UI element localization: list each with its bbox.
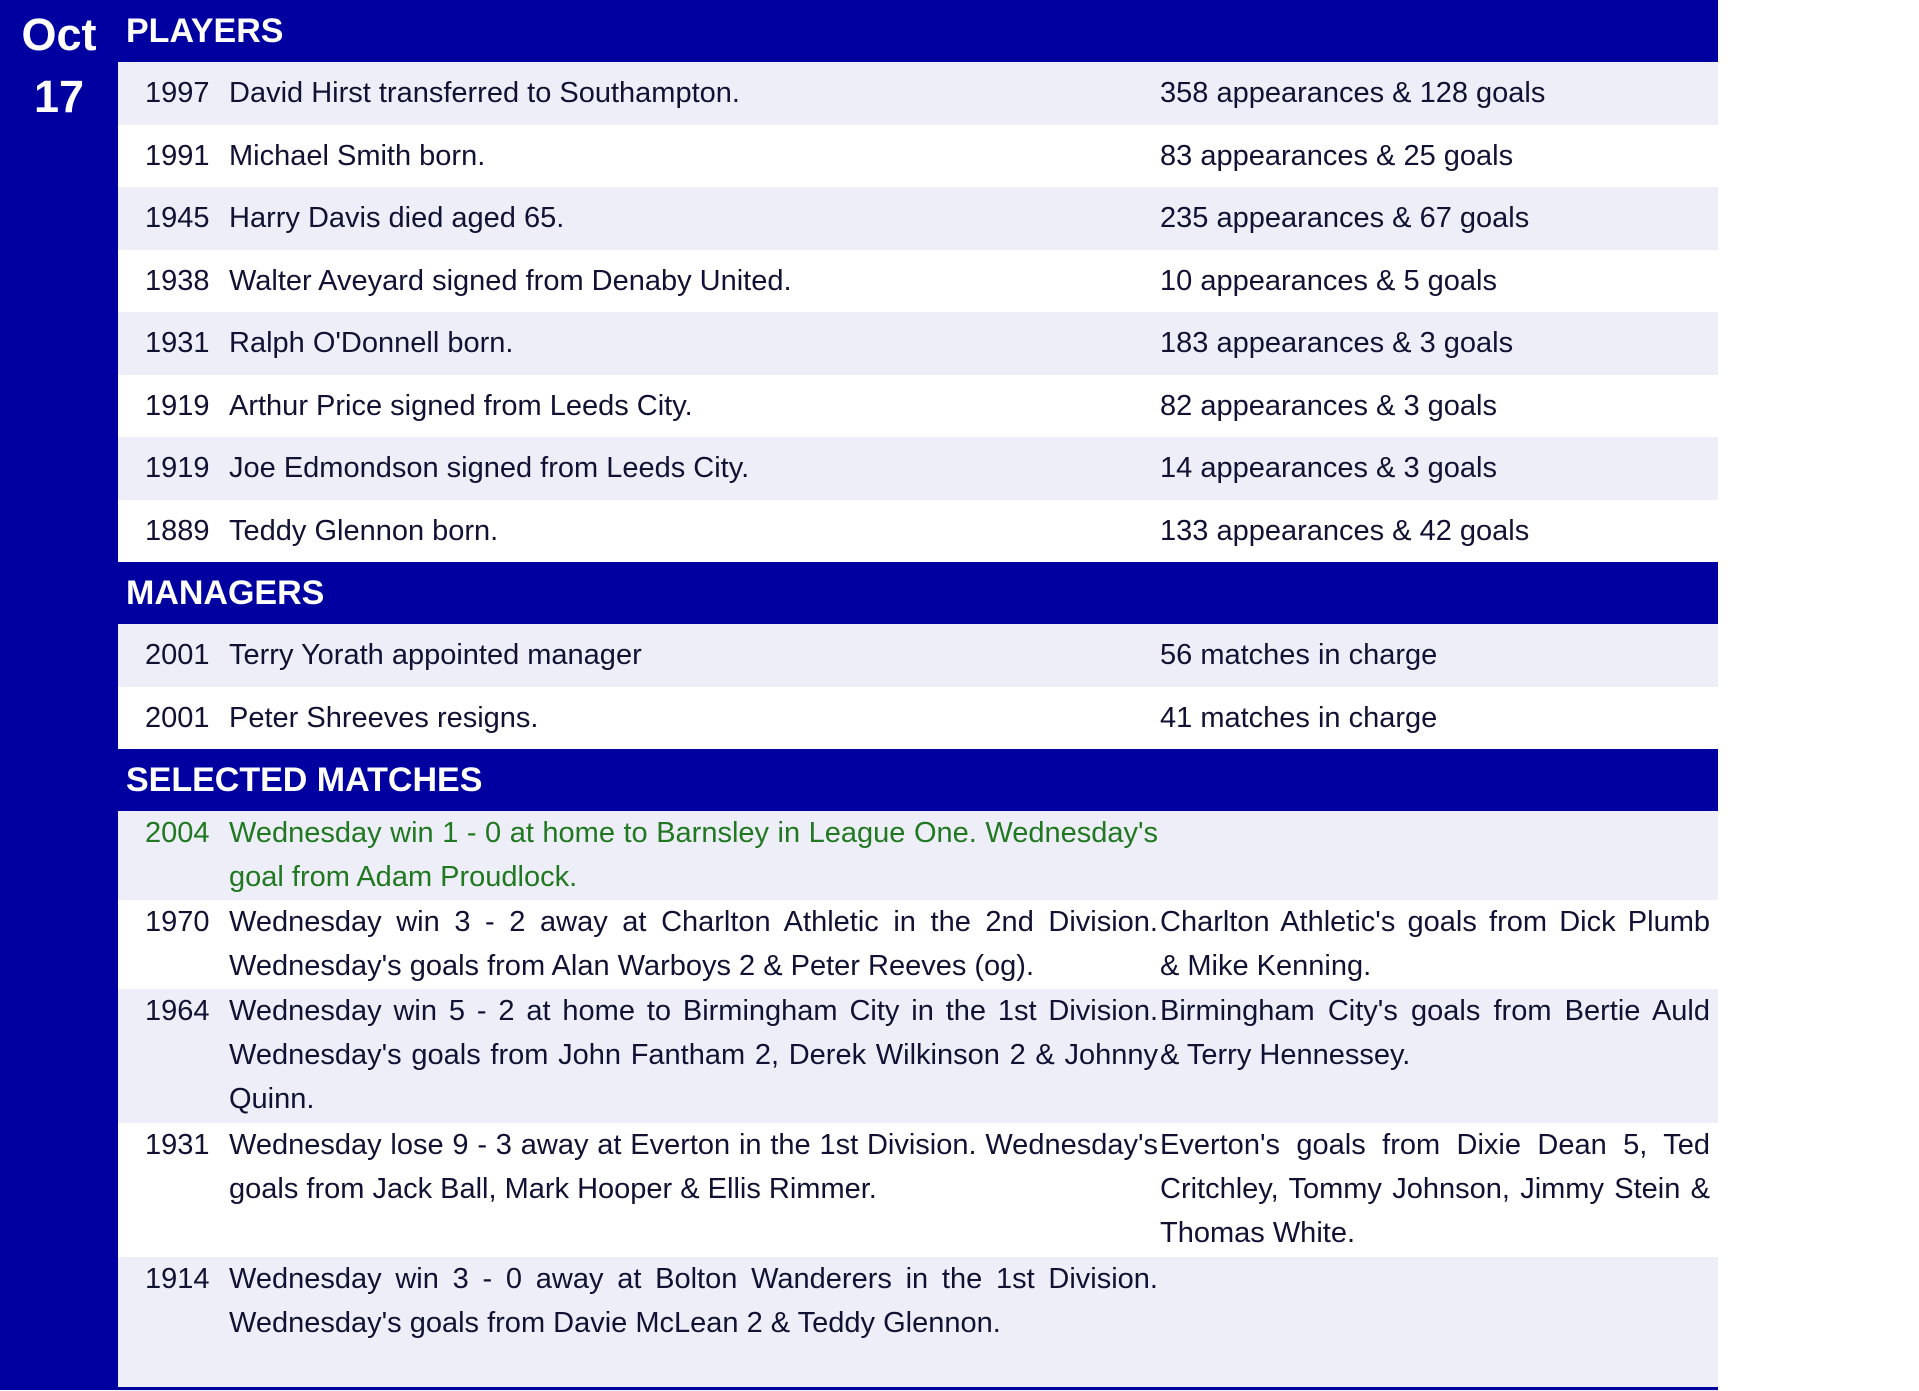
row-year: 2004 xyxy=(145,817,210,849)
row-text: Joe Edmondson signed from Leeds City. xyxy=(229,452,750,485)
managers-header: MANAGERS xyxy=(118,562,1718,624)
row-year: 1970 xyxy=(145,906,210,938)
row-stat: 183 appearances & 3 goals xyxy=(1160,327,1514,360)
row-text: Peter Shreeves resigns. xyxy=(229,701,539,734)
row-text: Wednesday win 5 - 2 at home to Birmingham City in the 1st Division. Wednesday's goals from John Fantham 2, Derek Wilkinson 2 & Johnny Quinn. xyxy=(229,995,1158,1115)
row-stat: Everton's goals from Dixie Dean 5, Ted Critchley, Tommy Johnson, Jimmy Stein & Thomas White. xyxy=(1160,1129,1710,1249)
row-stat: 83 appearances & 25 goals xyxy=(1160,139,1514,172)
row-text: Wednesday win 1 - 0 at home to Barnsley in League One. Wednesday's goal from Adam Proudlock. xyxy=(229,817,1158,893)
row-stat: Charlton Athletic's goals from Dick Plumb & Mike Kenning. xyxy=(1160,906,1710,982)
row-text: Wednesday win 3 - 0 away at Bolton Wanderers in the 1st Division. Wednesday's goals from Davie McLean 2 & Teddy Glennon. xyxy=(229,1263,1158,1339)
match-row xyxy=(118,989,1718,1123)
date-day: 17 xyxy=(33,71,85,122)
date-month: Oct xyxy=(21,9,97,60)
manager-row xyxy=(118,687,1718,750)
row-text: Wednesday lose 9 - 3 away at Everton in the 1st Division. Wednesday's goals from Jack Ball, Mark Hooper & Ellis Rimmer. xyxy=(229,1129,1158,1205)
player-row xyxy=(118,500,1718,563)
row-year: 1997 xyxy=(145,77,210,110)
row-stat: 56 matches in charge xyxy=(1160,639,1438,672)
players-header: PLAYERS xyxy=(118,0,1718,62)
row-year: 1931 xyxy=(145,1129,210,1161)
row-stat: 14 appearances & 3 goals xyxy=(1160,452,1497,485)
match-row xyxy=(118,811,1718,900)
row-year: 1938 xyxy=(145,264,210,297)
player-row xyxy=(118,187,1718,250)
player-row xyxy=(118,312,1718,375)
row-year: 2001 xyxy=(145,701,210,734)
row-stat: 133 appearances & 42 goals xyxy=(1160,514,1530,547)
row-year: 1919 xyxy=(145,452,210,485)
row-year: 1964 xyxy=(145,995,210,1027)
match-row xyxy=(118,900,1718,989)
row-stat: Birmingham City's goals from Bertie Auld & Terry Hennessey. xyxy=(1160,995,1710,1071)
row-year: 1914 xyxy=(145,1263,210,1295)
row-year: 1991 xyxy=(145,139,210,172)
match-row xyxy=(118,1257,1718,1391)
row-year: 1919 xyxy=(145,389,210,422)
row-stat: 235 appearances & 67 goals xyxy=(1160,202,1530,235)
row-year: 1889 xyxy=(145,514,210,547)
date-column xyxy=(0,0,118,1390)
player-row xyxy=(118,437,1718,500)
row-stat: 358 appearances & 128 goals xyxy=(1160,77,1546,110)
player-row xyxy=(118,62,1718,125)
player-row xyxy=(118,125,1718,188)
row-text: Wednesday win 3 - 2 away at Charlton Athletic in the 2nd Division. Wednesday's goals from Alan Warboys 2 & Peter Reeves (og). xyxy=(229,906,1158,982)
row-text: Arthur Price signed from Leeds City. xyxy=(229,389,693,422)
row-text: David Hirst transferred to Southampton. xyxy=(229,77,740,110)
row-text: Terry Yorath appointed manager xyxy=(229,639,642,672)
row-year: 2001 xyxy=(145,639,210,672)
manager-row xyxy=(118,624,1718,687)
row-stat xyxy=(1158,811,1718,900)
match-row xyxy=(118,1123,1718,1257)
matches-header: SELECTED MATCHES xyxy=(118,749,1718,811)
player-row xyxy=(118,250,1718,313)
row-stat: 41 matches in charge xyxy=(1160,701,1438,734)
row-text: Teddy Glennon born. xyxy=(229,514,499,547)
row-text: Michael Smith born. xyxy=(229,139,486,172)
row-text: Harry Davis died aged 65. xyxy=(229,202,565,235)
row-stat: 10 appearances & 5 goals xyxy=(1160,264,1497,297)
row-text: Walter Aveyard signed from Denaby United. xyxy=(229,264,792,297)
row-year: 1945 xyxy=(145,202,210,235)
row-stat: 82 appearances & 3 goals xyxy=(1160,389,1497,422)
row-year: 1931 xyxy=(145,327,210,360)
row-text: Ralph O'Donnell born. xyxy=(229,327,514,360)
row-stat xyxy=(1158,1257,1718,1391)
content-area xyxy=(118,0,1718,1390)
player-row xyxy=(118,375,1718,438)
